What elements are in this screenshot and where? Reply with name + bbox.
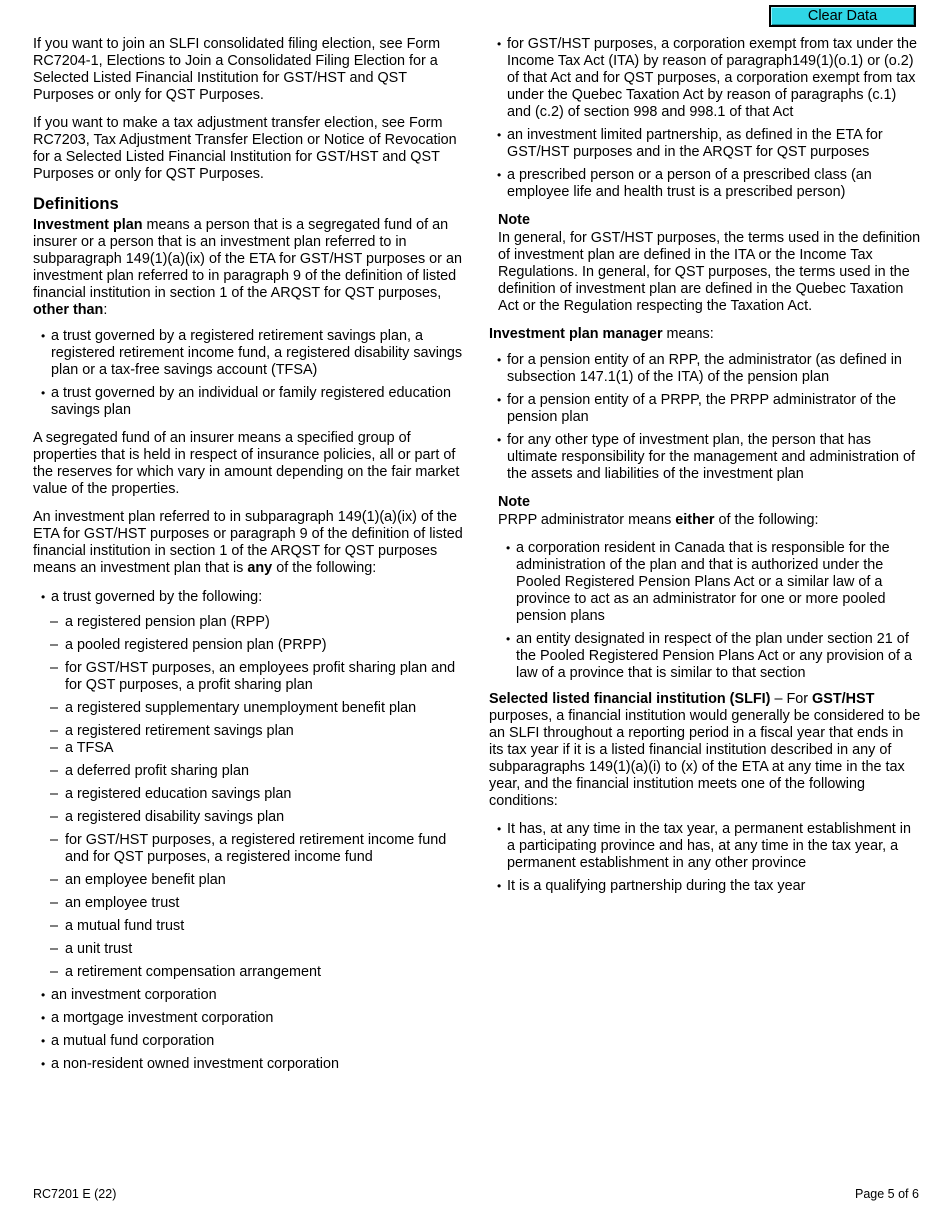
note-post: of the following: (714, 512, 819, 528)
definitions-heading: Definitions (33, 194, 119, 213)
intro-tax-adjustment: If you want to make a tax adjustment transfer election, see Form RC7203, Tax Adjustment Transfer Election or Notice of Revocation for a Selected Listed Financial Institution for GST/HST and QST Purposes or only for QST Purposes. (33, 115, 457, 182)
list-item: • for any other type of investment plan, the person that has ultimate responsibility for the management and administration of the assets and liabilities of the investment plan (489, 432, 921, 483)
list-item: • a trust governed by a registered retirement savings plan, a registered retirement income fund, a registered disability savings plan or a tax-free savings account (TFSA) (33, 328, 463, 379)
investment-plan-manager-definition (489, 326, 921, 343)
list-item: – a registered retirement savings plan (33, 723, 463, 740)
list-item: • an entity designated in respect of the plan under section 21 of the Pooled Registered Pension Plans Act or any provision of a law of a province that is similar to that section (498, 631, 921, 682)
slfi-conditions-list (489, 821, 921, 895)
investment-plan-reference (33, 509, 463, 577)
list-item: • a mortgage investment corporation (33, 1010, 463, 1027)
note-pre: PRPP administrator means (498, 512, 676, 528)
slfi-definition (489, 691, 921, 810)
prpp-administrator-list (498, 540, 921, 682)
list-item: • a non-resident owned investment corporation (33, 1056, 463, 1073)
other-than-list (33, 328, 463, 419)
trust-types-list (33, 614, 463, 981)
list-item: • a trust governed by the following: (33, 589, 463, 606)
list-item: – a TFSA (33, 740, 463, 757)
slfi-term: Selected listed financial institution (SLFI) (489, 691, 771, 707)
means-text: means: (662, 326, 714, 342)
list-item: – a unit trust (33, 941, 463, 958)
list-item: – an employee trust (33, 895, 463, 912)
form-identifier: RC7201 E (22) (33, 1187, 117, 1201)
left-column (33, 36, 463, 1079)
note-text: In general, for GST/HST purposes, the terms used in the definition of investment plan are defined in the ITA or the Income Tax Regulations. In general, for QST purposes, the terms used in the definition of investment plan are defined in the Quebec Taxation Act or the Regulation respecting the Taxation Act. (498, 230, 921, 314)
slfi-dash: – For (770, 691, 813, 707)
investment-plan-types-list (33, 589, 463, 606)
segregated-fund-definition: A segregated fund of an insurer means a specified group of properties that is held in respect of insurance policies, all or part of the reserves for which vary in amount depending on the fair market value of the properties. (33, 430, 460, 497)
list-item: • a prescribed person or a person of a prescribed class (an employee life and health trust is a prescribed person) (489, 167, 921, 201)
note-label: Note (498, 212, 530, 228)
investment-plan-manager-term: Investment plan manager (489, 326, 663, 342)
other-than-term: other than (33, 302, 104, 318)
list-item: – for GST/HST purposes, an employees profit sharing plan and for QST purposes, a profit sharing plan (33, 660, 463, 694)
ip-ref-end: of the following: (272, 560, 377, 576)
list-item: – a registered disability savings plan (33, 809, 463, 826)
intro-consolidated-filing: If you want to join an SLFI consolidated filing election, see Form RC7204-1, Elections to Join a Consolidated Filing Election for a Selected Listed Financial Institution for GST/HST and QST Purposes or only for QST Purposes. (33, 36, 441, 103)
any-term: any (247, 560, 273, 576)
list-item: • a corporation resident in Canada that is responsible for the administration of the plan and that is authorized under the Pooled Registered Pension Plans Act or a similar law of a province to act as an administrator for one or more pooled pension plans (498, 540, 921, 625)
list-item: • It is a qualifying partnership during the tax year (489, 878, 921, 895)
investment-plan-manager-list (489, 352, 921, 483)
list-item: – a deferred profit sharing plan (33, 763, 463, 780)
list-item: – a registered pension plan (RPP) (33, 614, 463, 631)
list-item: • for a pension entity of a PRPP, the PRPP administrator of the pension plan (489, 392, 921, 426)
list-item: – for GST/HST purposes, a registered retirement income fund and for QST purposes, a registered income fund (33, 832, 463, 866)
investment-plan-term: Investment plan (33, 217, 143, 233)
list-item: • for GST/HST purposes, a corporation exempt from tax under the Income Tax Act (ITA) by reason of paragraph149(1)(o.1) or (o.2) of that Act and for QST purposes, a corporation exempt from tax under the Quebec Taxation Act by reason of paragraphs (c.1) and (c.2) of section 998 and 998.1 of that Act (489, 36, 921, 121)
list-item: – a registered supplementary unemployment benefit plan (33, 700, 463, 717)
note-prpp-administrator (489, 494, 921, 682)
note-terms (489, 212, 921, 315)
ip-ref-text: An investment plan referred to in subparagraph 149(1)(a)(ix) of the ETA for GST/HST purposes or paragraph 9 of the definition of listed financial institution in section 1 of the ARQST for QST purposes means an investment plan that is (33, 509, 463, 576)
list-item: – a pooled registered pension plan (PRPP) (33, 637, 463, 654)
clear-data-button[interactable]: Clear Data (769, 5, 916, 27)
list-item: – a mutual fund trust (33, 918, 463, 935)
page-number: Page 5 of 6 (855, 1187, 919, 1201)
slfi-text: purposes, a financial institution would generally be considered to be an SLFI throughout a reporting period in a fiscal year that ends in its tax year if it is a listed financial institution described in any of subparagraphs 149(1)(a)(i) to (x) of the ETA at any time in the tax year, and the financial institution meets one of the following conditions: (489, 708, 921, 809)
note-label: Note (498, 494, 530, 510)
list-item: • It has, at any time in the tax year, a permanent establishment in a participating province and has, at any time in the tax year, a permanent establishment in any other province (489, 821, 921, 872)
colon: : (103, 302, 108, 318)
list-item: • for a pension entity of an RPP, the administrator (as defined in subsection 147.1(1) of the ITA) of the pension plan (489, 352, 921, 386)
list-item: – a retirement compensation arrangement (33, 964, 463, 981)
list-item: – a registered education savings plan (33, 786, 463, 803)
list-item: • a trust governed by an individual or family registered education savings plan (33, 385, 463, 419)
investment-plan-definition (33, 217, 463, 319)
corporation-types-list (33, 987, 463, 1073)
right-column (489, 36, 921, 901)
list-item: • an investment corporation (33, 987, 463, 1004)
note-text (498, 512, 921, 529)
investment-plan-def-text: means a person that is a segregated fund of an insurer or a person that is an investment plan referred to in subparagraph 149(1)(a)(ix) of the ETA for GST/HST purposes or an investment plan referred to in paragraph 9 of the definition of listed financial institution in section 1 of the ARQST for QST purposes, (33, 217, 462, 301)
either-term: either (675, 512, 715, 528)
gst-hst-term: GST/HST (812, 691, 875, 707)
list-item: • a mutual fund corporation (33, 1033, 463, 1050)
list-item: – an employee benefit plan (33, 872, 463, 889)
investment-plan-types-continued (489, 36, 921, 201)
list-item: • an investment limited partnership, as defined in the ETA for GST/HST purposes and in the ARQST for QST purposes (489, 127, 921, 161)
